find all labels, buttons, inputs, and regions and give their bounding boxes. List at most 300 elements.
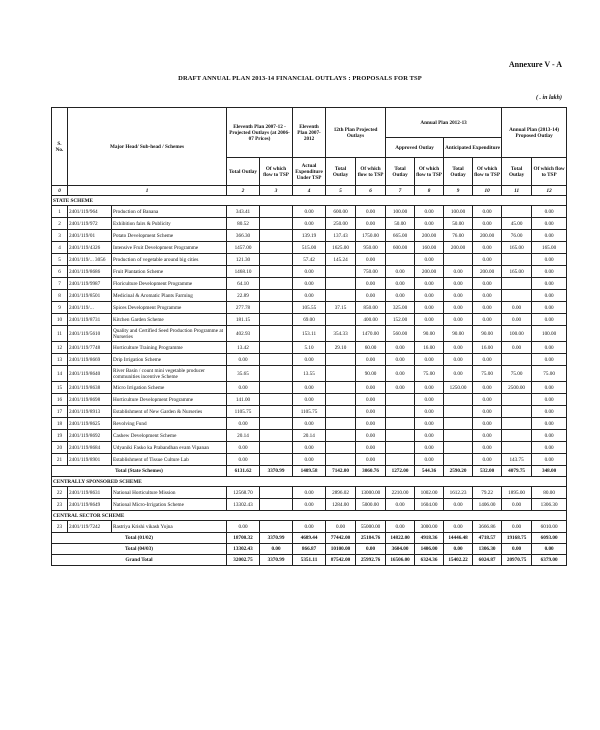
table-body bbox=[52, 196, 567, 566]
row-value: 0.00 bbox=[386, 278, 415, 290]
row-value: 0.00 bbox=[386, 266, 415, 278]
row-value bbox=[260, 442, 293, 454]
row-value: 100.00 bbox=[532, 326, 567, 342]
row-value: 0.00 bbox=[532, 382, 567, 394]
row-value: 0.00 bbox=[473, 206, 502, 218]
row-sno: 12 bbox=[52, 342, 68, 354]
section-header-row bbox=[52, 511, 567, 521]
row-value: 0.00 bbox=[415, 430, 444, 442]
row-value: 400.00 bbox=[356, 314, 386, 326]
row-value: 12568.70 bbox=[227, 487, 260, 499]
row-value: 35.65 bbox=[227, 366, 260, 382]
row-value bbox=[502, 394, 532, 406]
total-value: 3604.00 bbox=[386, 544, 415, 555]
row-value bbox=[444, 454, 473, 466]
row-value: 1604.00 bbox=[415, 499, 444, 511]
row-value bbox=[260, 302, 293, 314]
row-value: 139.19 bbox=[293, 230, 326, 242]
column-index-cell: 6 bbox=[356, 186, 386, 196]
row-value: 137.43 bbox=[326, 230, 356, 242]
header-annual-plan-1314: Annual Plan (2013-14) Proposed Outlay bbox=[502, 108, 567, 158]
row-value: 1895.00 bbox=[502, 487, 532, 499]
header-of-which-tsp: Of which flow to TSP bbox=[473, 158, 502, 186]
header-of-which-tsp: Of which flow to TSP bbox=[415, 158, 444, 186]
row-value: 0.00 bbox=[532, 342, 567, 354]
row-value: 20.14 bbox=[293, 430, 326, 442]
header-total-outlay: Total Outlay bbox=[326, 158, 356, 186]
row-head-code: 2401/119/8669 bbox=[68, 354, 112, 366]
total-label: Total (04/03) bbox=[52, 544, 227, 555]
row-value: 165.00 bbox=[502, 242, 532, 254]
row-sno: 13 bbox=[52, 354, 68, 366]
table-row bbox=[52, 342, 567, 354]
row-value bbox=[502, 430, 532, 442]
row-value: 5.10 bbox=[293, 342, 326, 354]
table-row bbox=[52, 521, 567, 533]
row-value: 80.52 bbox=[227, 218, 260, 230]
row-value: 402.93 bbox=[227, 326, 260, 342]
section-title: CENTRALLY SPONSORED SCHEME bbox=[52, 477, 567, 487]
row-value: 277.78 bbox=[227, 302, 260, 314]
row-value: 515.00 bbox=[293, 242, 326, 254]
row-value bbox=[444, 442, 473, 454]
row-value: 0.00 bbox=[473, 218, 502, 230]
row-scheme-name: Exhibition fairs & Publicity bbox=[112, 218, 227, 230]
header-approved-outlay: Approved Outlay bbox=[386, 138, 444, 158]
row-value: 0.00 bbox=[444, 266, 473, 278]
row-value bbox=[326, 394, 356, 406]
row-value bbox=[502, 442, 532, 454]
row-value: 0.00 bbox=[415, 302, 444, 314]
total-value: 14446.48 bbox=[444, 533, 473, 544]
total-value: 3370.99 bbox=[260, 533, 293, 544]
row-value: 152.00 bbox=[386, 314, 415, 326]
table-row bbox=[52, 454, 567, 466]
row-sno: 5 bbox=[52, 254, 68, 266]
row-value bbox=[386, 418, 415, 430]
row-scheme-name: Horticulture Training Programme bbox=[112, 342, 227, 354]
row-value: 0.00 bbox=[532, 302, 567, 314]
table-row bbox=[52, 442, 567, 454]
row-scheme-name: Fruit Plantation Scheme bbox=[112, 266, 227, 278]
total-value: 16506.00 bbox=[386, 555, 415, 566]
total-value: 20970.75 bbox=[502, 555, 532, 566]
row-value: 0.00 bbox=[227, 354, 260, 366]
row-value: 600.00 bbox=[386, 242, 415, 254]
row-value: 1250.00 bbox=[444, 382, 473, 394]
section-title: CENTRAL SECTOR SCHEME bbox=[52, 511, 567, 521]
row-head-code: 2401/119/8913 bbox=[68, 406, 112, 418]
row-value: 0.00 bbox=[356, 406, 386, 418]
total-value: 6324.36 bbox=[415, 555, 444, 566]
row-value: 343.41 bbox=[227, 206, 260, 218]
header-eleventh-plan-exp: Eleventh Plan 2007-2012 bbox=[293, 108, 326, 158]
total-value: 6093.00 bbox=[532, 533, 567, 544]
table-row bbox=[52, 278, 567, 290]
table-row bbox=[52, 218, 567, 230]
row-scheme-name: Drip Irrigation Scheme bbox=[112, 354, 227, 366]
row-sno: 15 bbox=[52, 382, 68, 394]
row-value: 0.00 bbox=[473, 406, 502, 418]
row-value: 0.00 bbox=[473, 418, 502, 430]
row-value: 0.00 bbox=[356, 254, 386, 266]
row-value: 16.00 bbox=[415, 342, 444, 354]
row-value: 100.00 bbox=[502, 326, 532, 342]
row-value: 50.00 bbox=[386, 218, 415, 230]
row-scheme-name: Intensive Fruit Development Programme bbox=[112, 242, 227, 254]
total-value: 532.00 bbox=[473, 466, 502, 477]
row-value bbox=[326, 278, 356, 290]
row-value: 0.00 bbox=[293, 382, 326, 394]
row-value: 13000.00 bbox=[356, 487, 386, 499]
row-value: 0.00 bbox=[532, 454, 567, 466]
row-value: 121.30 bbox=[227, 254, 260, 266]
row-value bbox=[502, 354, 532, 366]
row-value bbox=[260, 230, 293, 242]
total-value: 6024.87 bbox=[473, 555, 502, 566]
total-value: 15402.22 bbox=[444, 555, 473, 566]
row-value: 90.00 bbox=[415, 326, 444, 342]
row-value bbox=[502, 290, 532, 302]
row-value: 0.00 bbox=[356, 430, 386, 442]
row-value: 60.00 bbox=[356, 342, 386, 354]
header-sno: S. No. bbox=[52, 108, 68, 186]
total-value: 6379.00 bbox=[532, 555, 567, 566]
row-scheme-name: Horticulture Development Programme bbox=[112, 394, 227, 406]
row-value: 560.00 bbox=[386, 326, 415, 342]
table-row bbox=[52, 418, 567, 430]
row-scheme-name: Production of Banana bbox=[112, 206, 227, 218]
row-value: 76.00 bbox=[502, 230, 532, 242]
row-value: 0.00 bbox=[532, 230, 567, 242]
row-value: 0.00 bbox=[532, 254, 567, 266]
row-value: 0.00 bbox=[473, 290, 502, 302]
row-value: 0.00 bbox=[415, 254, 444, 266]
row-value: 29.10 bbox=[326, 342, 356, 354]
row-value: 0.00 bbox=[386, 366, 415, 382]
row-value: 0.00 bbox=[532, 354, 567, 366]
row-scheme-name: Spices Development Programme bbox=[112, 302, 227, 314]
row-value: 0.00 bbox=[473, 442, 502, 454]
row-value: 750.00 bbox=[356, 266, 386, 278]
row-value: 13.42 bbox=[227, 342, 260, 354]
row-sno: 11 bbox=[52, 326, 68, 342]
row-value: 0.00 bbox=[356, 382, 386, 394]
row-value: 1105.75 bbox=[227, 406, 260, 418]
row-value: 1406.00 bbox=[473, 499, 502, 511]
row-value: 0.00 bbox=[415, 206, 444, 218]
column-index-cell: 0 bbox=[52, 186, 68, 196]
row-value bbox=[260, 326, 293, 342]
total-row bbox=[52, 555, 567, 566]
column-index-cell: 3 bbox=[260, 186, 293, 196]
row-value: 90.00 bbox=[356, 366, 386, 382]
row-head-code: 2401/119/... 3056 bbox=[68, 254, 112, 266]
header-of-which-tsp: Of which flow to TSP bbox=[356, 158, 386, 186]
row-value: 0.00 bbox=[473, 454, 502, 466]
row-value: 76.00 bbox=[444, 230, 473, 242]
table-row bbox=[52, 366, 567, 382]
row-value: 0.00 bbox=[473, 394, 502, 406]
row-value bbox=[260, 354, 293, 366]
row-sno: 1 bbox=[52, 206, 68, 218]
header-annual-plan-1213: Annual Plan 2012-13 bbox=[386, 108, 502, 138]
row-value bbox=[260, 521, 293, 533]
row-value bbox=[502, 206, 532, 218]
row-scheme-name: Production of vegetable around big cities bbox=[112, 254, 227, 266]
row-value: 1468.10 bbox=[227, 266, 260, 278]
total-value: 3060.76 bbox=[356, 466, 386, 477]
row-value: 250.00 bbox=[326, 218, 356, 230]
row-value: 0.00 bbox=[532, 430, 567, 442]
row-value: 0.00 bbox=[415, 314, 444, 326]
row-value bbox=[444, 406, 473, 418]
row-sno: 23 bbox=[52, 521, 68, 533]
row-value bbox=[326, 290, 356, 302]
row-value: 366.30 bbox=[227, 230, 260, 242]
row-head-code: 2401/119/8649 bbox=[68, 499, 112, 511]
column-index-row bbox=[52, 186, 567, 196]
row-sno: 14 bbox=[52, 366, 68, 382]
row-scheme-name: Revolving Fund bbox=[112, 418, 227, 430]
row-value: 0.00 bbox=[444, 290, 473, 302]
row-value: 0.00 bbox=[293, 278, 326, 290]
table-row bbox=[52, 206, 567, 218]
header-total-outlay: Total Outlay bbox=[502, 158, 532, 186]
row-value bbox=[444, 254, 473, 266]
row-value: 200.00 bbox=[415, 266, 444, 278]
annexure-label: Annexure V - A bbox=[508, 60, 562, 69]
total-value: 1409.58 bbox=[293, 466, 326, 477]
row-sno: 18 bbox=[52, 418, 68, 430]
total-value: 87542.00 bbox=[326, 555, 356, 566]
header-twelfth-plan: 12th Plan Projected Outlays bbox=[326, 108, 386, 158]
row-value bbox=[260, 487, 293, 499]
row-sno: 8 bbox=[52, 290, 68, 302]
row-sno: 6 bbox=[52, 266, 68, 278]
row-head-code: 2401/119/01 bbox=[68, 230, 112, 242]
header-actual-exp: Actual Expenditure Under TSP bbox=[293, 158, 326, 186]
total-value: 14822.00 bbox=[386, 533, 415, 544]
row-value: 0.00 bbox=[356, 278, 386, 290]
row-value: 145.24 bbox=[326, 254, 356, 266]
row-value: 0.00 bbox=[444, 354, 473, 366]
row-value: 0.00 bbox=[293, 499, 326, 511]
row-value: 0.00 bbox=[293, 454, 326, 466]
row-value: 0.00 bbox=[415, 406, 444, 418]
row-value: 13302.43 bbox=[227, 499, 260, 511]
row-value bbox=[502, 254, 532, 266]
total-value: 5351.11 bbox=[293, 555, 326, 566]
table-row bbox=[52, 302, 567, 314]
row-value: 0.00 bbox=[444, 342, 473, 354]
row-value bbox=[326, 354, 356, 366]
total-value: 0.00 bbox=[260, 544, 293, 555]
total-value: 544.36 bbox=[415, 466, 444, 477]
row-value bbox=[260, 206, 293, 218]
total-value: 19168.75 bbox=[502, 533, 532, 544]
row-value: 16.00 bbox=[473, 342, 502, 354]
row-value: 1612.23 bbox=[444, 487, 473, 499]
row-value: 55000.00 bbox=[356, 521, 386, 533]
row-sno: 3 bbox=[52, 230, 68, 242]
row-value: 0.00 bbox=[473, 430, 502, 442]
row-value: 0.00 bbox=[415, 442, 444, 454]
row-value: 0.00 bbox=[415, 382, 444, 394]
row-value: 75.00 bbox=[473, 366, 502, 382]
row-scheme-name: Cashew Development Scheme bbox=[112, 430, 227, 442]
row-value: 80.00 bbox=[532, 487, 567, 499]
total-value: 77442.00 bbox=[326, 533, 356, 544]
row-scheme-name: River Basin / count mini vegetable producer communities incentive Scheme bbox=[112, 366, 227, 382]
row-scheme-name: Establishment of Tissue Culture Lab bbox=[112, 454, 227, 466]
total-value: 3370.99 bbox=[260, 466, 293, 477]
total-value: 7142.00 bbox=[326, 466, 356, 477]
row-value bbox=[326, 430, 356, 442]
row-sno: 16 bbox=[52, 394, 68, 406]
row-value: 75.00 bbox=[415, 366, 444, 382]
row-sno: 19 bbox=[52, 430, 68, 442]
row-value: 0.00 bbox=[444, 366, 473, 382]
table-row bbox=[52, 430, 567, 442]
table-row bbox=[52, 254, 567, 266]
total-value: 1406.00 bbox=[415, 544, 444, 555]
row-value: 0.00 bbox=[293, 418, 326, 430]
row-value: 165.00 bbox=[502, 266, 532, 278]
total-row bbox=[52, 544, 567, 555]
row-value: 600.00 bbox=[326, 206, 356, 218]
total-value: 1306.30 bbox=[473, 544, 502, 555]
column-index-cell: 12 bbox=[532, 186, 567, 196]
row-value: 1470.00 bbox=[356, 326, 386, 342]
row-value: 50.00 bbox=[444, 218, 473, 230]
row-value: 0.00 bbox=[356, 394, 386, 406]
header-of-which-tsp: Of which flow to TSP bbox=[532, 158, 567, 186]
column-index-cell: 2 bbox=[227, 186, 260, 196]
total-value: 10100.00 bbox=[326, 544, 356, 555]
row-value: 45.00 bbox=[502, 218, 532, 230]
row-value: 1105.75 bbox=[293, 406, 326, 418]
row-value bbox=[260, 499, 293, 511]
row-value bbox=[326, 418, 356, 430]
row-value: 0.00 bbox=[326, 521, 356, 533]
row-scheme-name: Potato Development Scheme bbox=[112, 230, 227, 242]
row-value bbox=[260, 218, 293, 230]
table-row bbox=[52, 326, 567, 342]
row-value: 0.00 bbox=[415, 290, 444, 302]
column-index-cell: 9 bbox=[444, 186, 473, 196]
row-value: 0.00 bbox=[502, 302, 532, 314]
row-value: 0.00 bbox=[356, 454, 386, 466]
row-scheme-name: Quality and Certified Seed Production Programme at Nurseries bbox=[112, 326, 227, 342]
row-value: 0.00 bbox=[293, 354, 326, 366]
row-value bbox=[260, 254, 293, 266]
row-value: 64.10 bbox=[227, 278, 260, 290]
row-value: 0.00 bbox=[293, 206, 326, 218]
row-value: 0.00 bbox=[293, 218, 326, 230]
row-head-code: 2401/119/8501 bbox=[68, 290, 112, 302]
row-value: 0.00 bbox=[444, 314, 473, 326]
row-value bbox=[386, 454, 415, 466]
row-value: 0.00 bbox=[473, 382, 502, 394]
section-header-row bbox=[52, 477, 567, 487]
row-head-code: 2401/119/8640 bbox=[68, 366, 112, 382]
row-value: 0.00 bbox=[293, 266, 326, 278]
row-value: 0.00 bbox=[227, 521, 260, 533]
column-index-cell: 7 bbox=[386, 186, 415, 196]
row-value: 160.00 bbox=[415, 242, 444, 254]
row-value bbox=[260, 366, 293, 382]
row-scheme-name: National Horticulture Mission bbox=[112, 487, 227, 499]
row-value: 0.00 bbox=[356, 290, 386, 302]
total-value: 32002.75 bbox=[227, 555, 260, 566]
column-index-cell: 5 bbox=[326, 186, 356, 196]
row-value: 0.00 bbox=[444, 278, 473, 290]
row-head-code: 2401/119/8638 bbox=[68, 382, 112, 394]
row-value bbox=[326, 366, 356, 382]
row-scheme-name: Establishment of New Garden & Nurseries bbox=[112, 406, 227, 418]
row-value: 153.11 bbox=[293, 326, 326, 342]
outlay-table bbox=[51, 107, 567, 566]
row-value: 0.00 bbox=[356, 218, 386, 230]
row-scheme-name: Micro Irrigation Scheme bbox=[112, 382, 227, 394]
row-value: 0.00 bbox=[473, 278, 502, 290]
row-value: 0.00 bbox=[532, 442, 567, 454]
row-value: 0.00 bbox=[415, 418, 444, 430]
row-value: 105.55 bbox=[293, 302, 326, 314]
total-value: 25184.76 bbox=[356, 533, 386, 544]
row-value: 57.42 bbox=[293, 254, 326, 266]
total-label: Total (01/02) bbox=[52, 533, 227, 544]
row-scheme-name: Kitchen Garden Scheme bbox=[112, 314, 227, 326]
row-sno: 17 bbox=[52, 406, 68, 418]
row-head-code: 2401/119/8684 bbox=[68, 442, 112, 454]
row-value: 200.00 bbox=[415, 230, 444, 242]
row-head-code: 2401/119/8686 bbox=[68, 266, 112, 278]
row-head-code: 2401/119/5610 bbox=[68, 326, 112, 342]
total-value: 13302.43 bbox=[227, 544, 260, 555]
row-value: 0.00 bbox=[502, 342, 532, 354]
row-sno: 22 bbox=[52, 487, 68, 499]
column-index-cell: 4 bbox=[293, 186, 326, 196]
row-value: 0.00 bbox=[502, 314, 532, 326]
total-value: 0.00 bbox=[532, 544, 567, 555]
row-head-code: 2401/119/4326 bbox=[68, 242, 112, 254]
row-value bbox=[444, 430, 473, 442]
row-value: 1002.00 bbox=[415, 487, 444, 499]
row-value: 0.00 bbox=[444, 499, 473, 511]
row-value: 75.00 bbox=[502, 366, 532, 382]
total-value: 348.00 bbox=[532, 466, 567, 477]
table-row bbox=[52, 290, 567, 302]
row-value: 0.00 bbox=[415, 278, 444, 290]
total-value: 4689.44 bbox=[293, 533, 326, 544]
total-value: 3370.99 bbox=[260, 555, 293, 566]
row-value bbox=[260, 382, 293, 394]
total-value: 0.00 bbox=[502, 544, 532, 555]
row-value bbox=[260, 430, 293, 442]
header-total-outlay: Total Outlay bbox=[444, 158, 473, 186]
column-index-cell: 1 bbox=[68, 186, 227, 196]
row-value: 2500.00 bbox=[502, 382, 532, 394]
table-row bbox=[52, 230, 567, 242]
total-value: 6131.62 bbox=[227, 466, 260, 477]
row-value: 0.00 bbox=[386, 521, 415, 533]
row-value: 143.75 bbox=[502, 454, 532, 466]
table-row bbox=[52, 382, 567, 394]
row-value: 1457.00 bbox=[227, 242, 260, 254]
row-value: 0.00 bbox=[444, 521, 473, 533]
